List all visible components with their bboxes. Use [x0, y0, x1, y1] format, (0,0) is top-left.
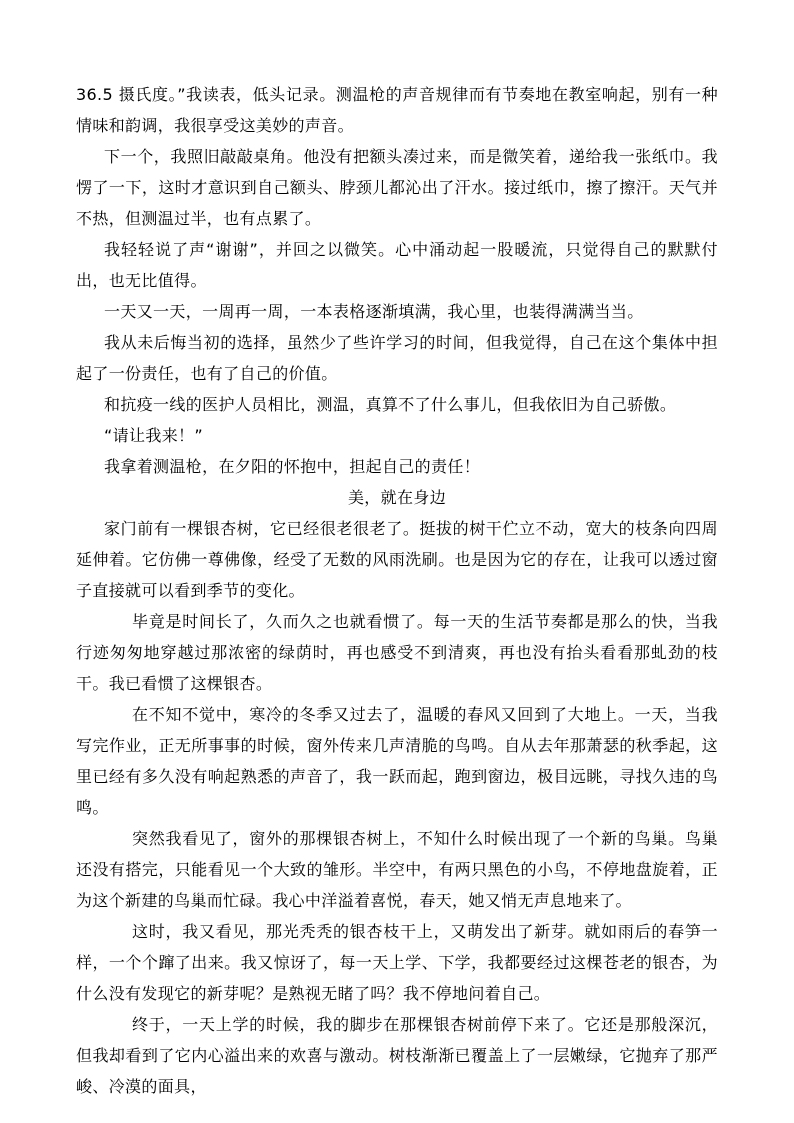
- paragraph: 在不知不觉中，寒冷的冬季又过去了，温暖的春风又回到了大地上。一天，当我写完作业，正无所事事的时候，窗外传来几声清脆的鸟鸣。自从去年那萧瑟的秋季起，这里已经有多久没有响起熟悉的声音了，我一跃而起，跑到窗边，极目远眺，寻找久违的鸟鸣。: [76, 705, 718, 817]
- paragraph: 终于，一天上学的时候，我的脚步在那棵银杏树前停下来了。它还是那般深沉，但我却看到了它内心溢出来的欢喜与激动。树枝渐渐已覆盖上了一层嫩绿，它抛弃了那严峻、冷漠的面具，: [76, 1015, 718, 1096]
- paragraph: 我轻轻说了声“谢谢”，并回之以微笑。心中涌动起一股暖流，只觉得自己的默默付出，也无比值得。: [76, 240, 718, 290]
- paragraph: 这时，我又看见，那光秃秃的银杏枝干上，又萌发出了新芽。就如雨后的春笋一样，一个个蹿了出来。我又惊讶了，每一天上学、下学，我都要经过这棵苍老的银杏，为什么没有发现它的新芽呢？是熟视无睹了吗？我不停地问着自己。: [76, 922, 718, 1003]
- paragraph: 36.5 摄氏度。”我读表，低头记录。测温枪的声音规律而有节奏地在教室响起，别有一种情味和韵调，我很享受这美妙的声音。: [76, 85, 718, 135]
- paragraph: 和抗疫一线的医护人员相比，测温，真算不了什么事儿，但我依旧为自己骄傲。: [104, 395, 677, 414]
- paragraph: 突然我看见了，窗外的那棵银杏树上，不知什么时候出现了一个新的鸟巢。鸟巢还没有搭完，只能看见一个大致的雏形。半空中，有两只黑色的小鸟，不停地盘旋着，正为这个新建的鸟巢而忙碌。我心中洋溢着喜悦，春天，她又悄无声息地来了。: [76, 829, 718, 910]
- essay-title: 美，就在身边: [347, 488, 447, 507]
- document-page: [76, 79, 718, 1102]
- paragraph: 我从未后悔当初的选择，虽然少了些许学习的时间，但我觉得，自己在这个集体中担起了一份责任，也有了自己的价值。: [76, 333, 718, 383]
- paragraph: “请让我来！”: [104, 426, 204, 445]
- paragraph: 一天又一天，一周再一周，一本表格逐渐填满，我心里，也装得满满当当。: [104, 302, 644, 321]
- paragraph: 毕竟是时间长了，久而久之也就看惯了。每一天的生活节奏都是那么的快，当我行迹匆匆地穿越过那浓密的绿荫时，再也感受不到清爽，再也没有抬头看看那虬劲的枝干。我已看惯了这棵银杏。: [76, 612, 718, 693]
- paragraph: 我拿着测温枪，在夕阳的怀抱中，担起自己的责任！: [104, 457, 481, 476]
- paragraph: 下一个，我照旧敲敲桌角。他没有把额头凑过来，而是微笑着，递给我一张纸巾。我愣了一下，这时才意识到自己额头、脖颈儿都沁出了汗水。接过纸巾，擦了擦汗。天气并不热，但测温过半，也有点累了。: [76, 147, 718, 228]
- paragraph: 家门前有一棵银杏树，它已经很老很老了。挺拔的树干伫立不动，宽大的枝条向四周延伸着。它仿佛一尊佛像，经受了无数的风雨洗刷。也是因为它的存在，让我可以透过窗子直接就可以看到季节的变化。: [76, 519, 718, 600]
